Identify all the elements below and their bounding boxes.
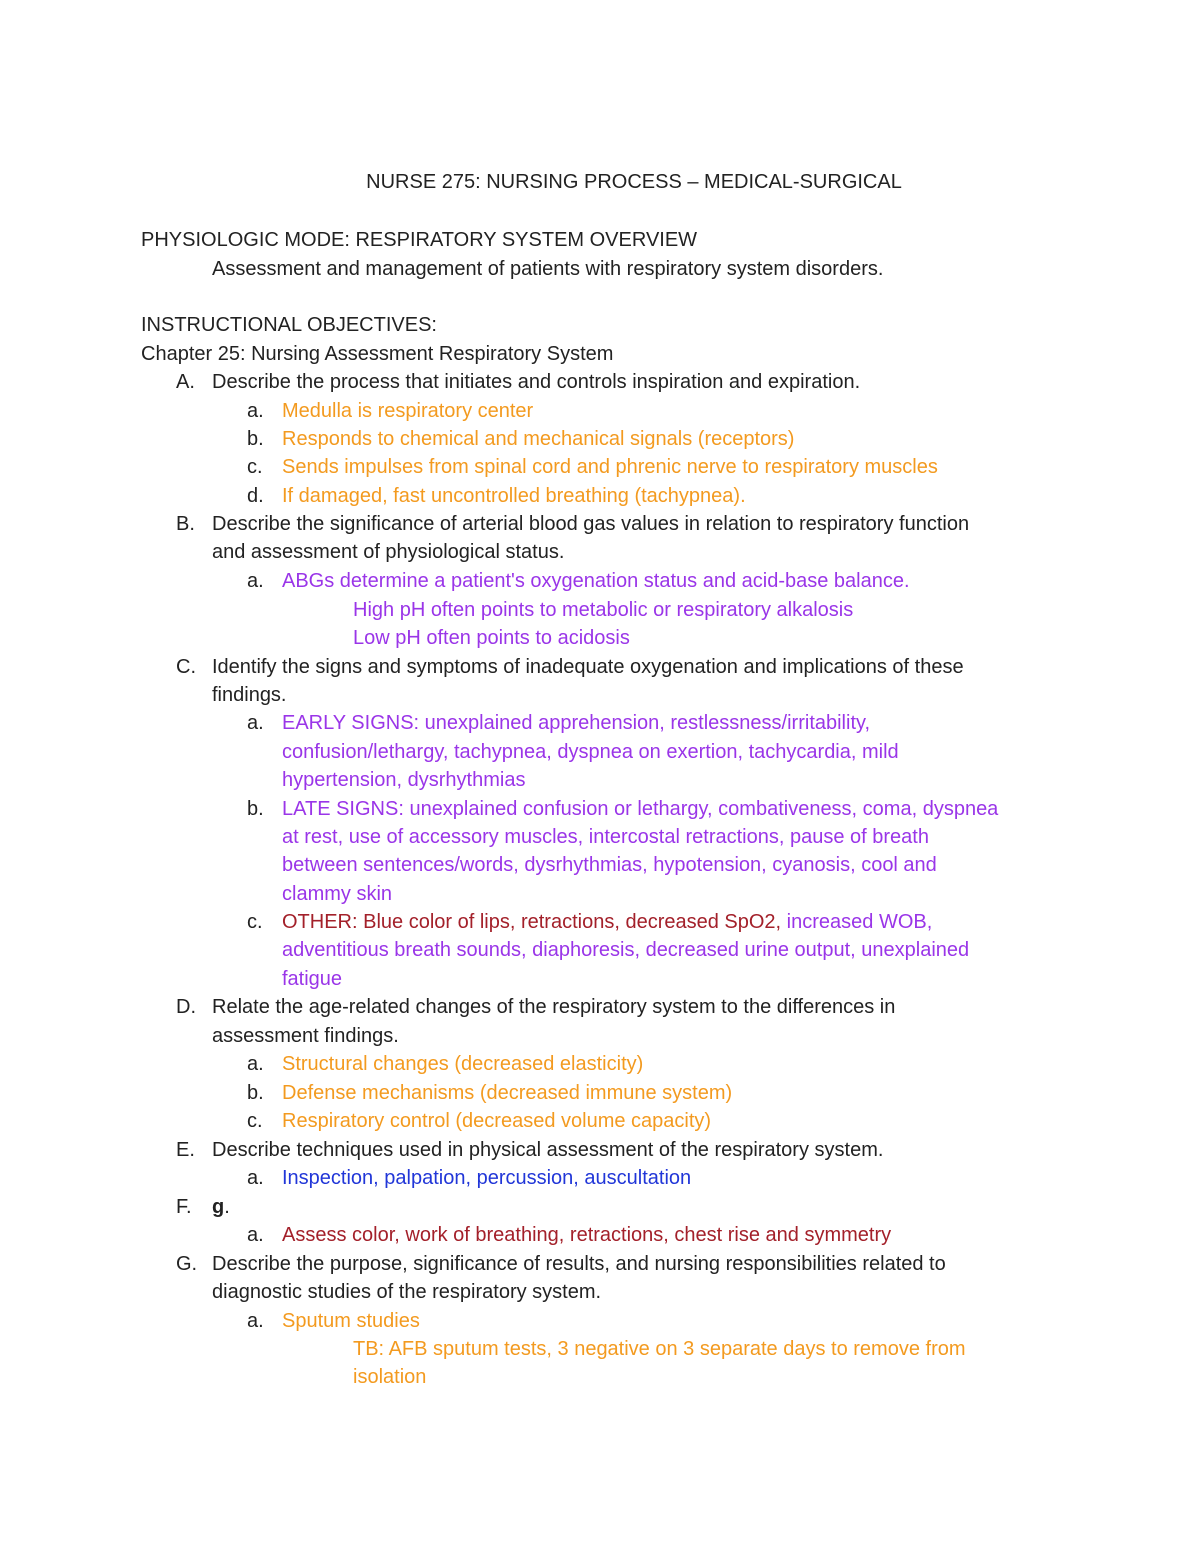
objective-text: and assessment of physiological status. (212, 541, 565, 563)
item-marker: a. (247, 1167, 264, 1189)
objective-marker: D. (176, 996, 196, 1018)
mode-heading: PHYSIOLOGIC MODE: RESPIRATORY SYSTEM OVERVIEW (141, 229, 698, 251)
sub-item-text: isolation (353, 1366, 427, 1388)
item-text: hypertension, dysrhythmias (282, 769, 526, 791)
item-marker: a. (247, 570, 264, 592)
objective-text: Describe techniques used in physical assessment of the respiratory system. (212, 1139, 884, 1161)
item-marker: b. (247, 1082, 264, 1104)
sub-item-text: High pH often points to metabolic or respiratory alkalosis (353, 599, 854, 621)
item-text: Sends impulses from spinal cord and phrenic nerve to respiratory muscles (282, 456, 938, 478)
item-marker: a. (247, 1310, 264, 1332)
objective-text: Describe the significance of arterial blood gas values in relation to respiratory function (212, 513, 970, 535)
item-text: at rest, use of accessory muscles, intercostal retractions, pause of breath (282, 826, 929, 848)
sub-item-text: TB: AFB sputum tests, 3 negative on 3 separate days to remove from (353, 1338, 966, 1360)
page-title: NURSE 275: NURSING PROCESS – MEDICAL-SURGICAL (366, 171, 902, 193)
objective-marker: C. (176, 656, 196, 678)
item-text: Inspection, palpation, percussion, auscultation (282, 1167, 692, 1189)
objective-text: assessment findings. (212, 1025, 399, 1047)
objective-bold-text: g (212, 1196, 225, 1218)
objective-text: Describe the process that initiates and controls inspiration and expiration. (212, 371, 861, 393)
item-text: LATE SIGNS: unexplained confusion or lethargy, combativeness, coma, dyspnea (282, 798, 999, 820)
objective-text: Relate the age-related changes of the respiratory system to the differences in (212, 996, 896, 1018)
item-marker: a. (247, 400, 264, 422)
item-text: adventitious breath sounds, diaphoresis, decreased urine output, unexplained (282, 939, 970, 961)
objective-marker: G. (176, 1253, 198, 1275)
mode-description: Assessment and management of patients with respiratory system disorders. (212, 258, 884, 280)
objective-marker: E. (176, 1139, 195, 1161)
objective-text: Describe the purpose, significance of results, and nursing responsibilities related to (212, 1253, 946, 1275)
item-text: clammy skin (282, 883, 393, 905)
objective-tail-text: . (224, 1196, 230, 1218)
objective-marker: B. (176, 513, 195, 535)
item-text: fatigue (282, 968, 343, 990)
objective-marker: F. (176, 1196, 192, 1218)
item-marker: d. (247, 485, 264, 507)
item-text: Responds to chemical and mechanical signals (receptors) (282, 428, 795, 450)
item-text-purple: increased WOB, (781, 911, 933, 933)
item-text: Sputum studies (282, 1310, 420, 1332)
item-text: Defense mechanisms (decreased immune system) (282, 1082, 733, 1104)
item-text: between sentences/words, dysrhythmias, hypotension, cyanosis, cool and (282, 854, 937, 876)
item-marker: c. (247, 1110, 263, 1132)
sub-item-text: Low pH often points to acidosis (353, 627, 630, 649)
item-text: Respiratory control (decreased volume capacity) (282, 1110, 712, 1132)
item-marker: b. (247, 428, 264, 450)
item-marker: c. (247, 911, 263, 933)
item-marker: c. (247, 456, 263, 478)
item-text: Assess color, work of breathing, retractions, chest rise and symmetry (282, 1224, 892, 1246)
objective-text (212, 1195, 230, 1219)
item-text: Structural changes (decreased elasticity) (282, 1053, 644, 1075)
item-text-mixed (282, 910, 932, 934)
item-text: Medulla is respiratory center (282, 400, 534, 422)
objective-text: diagnostic studies of the respiratory system. (212, 1281, 602, 1303)
objectives-heading: INSTRUCTIONAL OBJECTIVES: (141, 314, 437, 336)
objective-text: findings. (212, 684, 287, 706)
item-text: ABGs determine a patient's oxygenation status and acid-base balance. (282, 570, 910, 592)
item-text: confusion/lethargy, tachypnea, dyspnea on exertion, tachycardia, mild (282, 741, 899, 763)
item-marker: a. (247, 712, 264, 734)
item-marker: a. (247, 1224, 264, 1246)
objective-text: Identify the signs and symptoms of inadequate oxygenation and implications of these (212, 656, 964, 678)
objective-marker: A. (176, 371, 195, 393)
item-text: EARLY SIGNS: unexplained apprehension, restlessness/irritability, (282, 712, 871, 734)
item-marker: a. (247, 1053, 264, 1075)
item-text: If damaged, fast uncontrolled breathing (tachypnea). (282, 485, 746, 507)
item-text-red: OTHER: Blue color of lips, retractions, decreased SpO2, (282, 911, 782, 933)
chapter-heading: Chapter 25: Nursing Assessment Respiratory System (141, 343, 614, 365)
item-marker: b. (247, 798, 264, 820)
